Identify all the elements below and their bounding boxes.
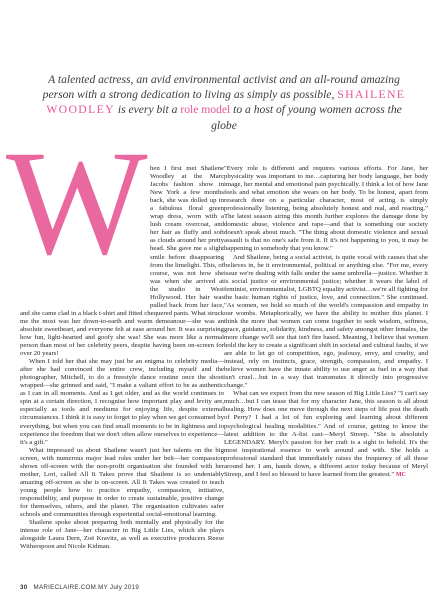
- article-paragraph: When I told her that she may just be an enigma to celebrity media—after she had convinced the entire crew, including myself and the photographer, Mitchell, to do a freestyle dance routine once the shoot wrapped—she grinned and said, "I make a valiant effort to be as authentic as I can in all moments. And as I get older, and as the world continues to spin at a certain direction, I recognise how important play and levity are, especially as tools and mediums for enjoying life, despite external circumstances. I think it is easy to forget to play when we get consumed by everything, but when you can find small moments to be in lightness and to experience the freedom that we don't often allow ourselves to experience—it's a gift.": [20, 358, 224, 446]
- page-footer: [20, 584, 427, 591]
- article-column-left: [20, 165, 224, 577]
- article-paragraph: [224, 390, 428, 479]
- article-column-right: [224, 165, 428, 577]
- article-paragraph: And Shailene, being a social activist, is quite vocal with causes that she believes in, be it environmental, political or anything else. "For me, every issue we're dealing with falls under the same umbrella—justice. Whether it is social justice or environmental justice; whether it wears the label of feminist, environmentalist, LGBTQ equality activist…we're all fighting for the basic human rights of justice, love, and connection." She continued. "As women, we hold so much of the world's compassion and empathy in our wombs. Metaphorically, we have the ability to mother this planet. I think the more that women can come together to seek wisdom, softness, grace, guidance, solidarity, kindness, and safety amongst other females, the more change we'll see that isn't fire based. Meaning, I believe that women hold the key to create a significant shift in societal and cultural faults, if we are able to let go of competition, ego, jealousy, envy, and cruelty, and instead, rely on instincts, grace, strength, compassion, and empathy. I believe women have the innate ability to use anger as fuel in a way that isn't cruel…but in a way that transmutes it directly into progressive change.": [224, 253, 428, 390]
- article-paragraph: "Every role is different and requires various efforts. For Jane, her physicality was important to me…capturing her body language, her body image, her mental and emotional pain psychically. I think a lot of how Jane feels and what emotion she wears on her body. To be honest, apart from research done on a particular character, most of acting is simply professionally listening, being absolutely honest and real, and reacting." The latest season airing this month further explores the damage done by domestic abuse, violence and rape—and that is something our society doesn't speak about much. "The thing about domestic violence and sexual assault is that no one's safe from it. If it's not happening to you, it may be happening to somebody that you know.": [224, 165, 428, 253]
- article-paragraph: Shailene spoke about preparing both mentally and physically for the intense role of Jane—her character in Big Little Lies, which she plays alongside Laura Dern, Zoë Kravitz, as well as executive producers Reese Witherspoon and Nicole Kidman.: [20, 519, 224, 551]
- end-mark: MC: [395, 471, 406, 478]
- article-paragraph: hen I first met Shailene Woodley at the Marc Jacobs fashion show in New York a few months back, she was dolled up in a fabulous floral green wrap dress, worn with a lush cream overcoat, and her hair as fluffy and soft as clouds around her pretty head. She gave me a slight smile before disappearing from the limelight. This, of course, was not how she was when she arrived at the studio in West Hollywood. Her hair was pulled back from her face, and she came clad in a black t-shirt and fitted chequered pants. What struck me the most was her down-to-earth and warm demeanour—she was an absolute sweetheart, and everyone felt at ease around her. It was surprising how fun, light-hearted and goofy she was! She was more like a normal person than most of her celebrity peers, despite having been on-screen for over 20 years!: [20, 165, 224, 358]
- drop-cap-spacer: [20, 165, 150, 307]
- article-paragraph-text: What can we expect from the new season of Big Little Lies? "I can't say much…but I can tease that for my character Jane, this season is all about healing. How does one move through the next steps of life post the death of Perry? I had a lot of fun exploring and learning about different psychological healing modalities." And of course, getting to know the latest addition to the A-list cast—Meryl Streep. "She is absolutely LEGENDARY. Meryl's passion for her craft is a sight to behold. It's the most inspirational essence to work around and with. She holds a professional standard that immediately raises the frequency of all those around her. I am, hands down, a different actor today because of Meryl Streep, and I feel so blessed to have learned from the greatest.": [224, 390, 428, 478]
- intro-text-2: is every bit a: [117, 103, 178, 117]
- footer-text: MARIECLAIRE.COM.MY July 2019: [33, 584, 140, 591]
- drop-cap: W: [6, 120, 144, 286]
- page-number: 30: [20, 584, 28, 591]
- intro-text-3: to a host of young women across the globe: [211, 103, 402, 132]
- intro-name: SHAILENE WOODLEY: [46, 87, 406, 117]
- intro-text-1: A talented actress, an avid environmental activist and an all-round amazing person with a strong dedication to living as simply as possible,: [42, 73, 400, 102]
- intro-role: role model: [180, 103, 231, 117]
- article-paragraph: What impressed us about Shailene wasn't just her talents on the big screen, with numerous major lead roles under her belt—her compassion shown off-screen with the non-profit organisation she founded with her mother, Lori, called All It Takes prove that Shailene is so undeniably amazing off-screen as she is on-screen. All It Takes was created to teach young people how to practice empathy, compassion, initiative, responsibility, and purpose in order to create sustainable, positive change for themselves, others, and the planet. The organisation cultivates safer schools and communities through experiential social-emotional learning.: [20, 446, 224, 519]
